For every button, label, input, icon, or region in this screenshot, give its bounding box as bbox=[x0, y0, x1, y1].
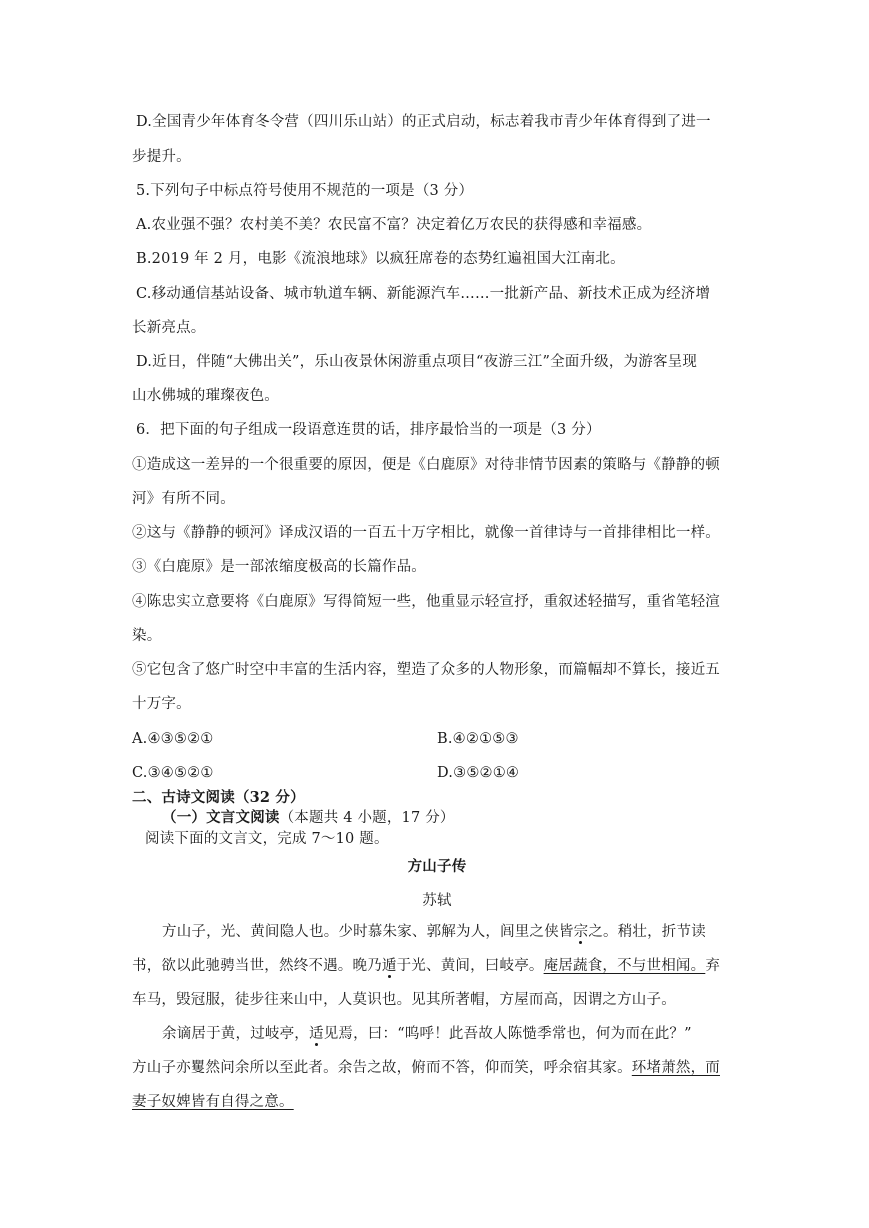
q5-option-b: B.2019 年 2 月，电影《流浪地球》以疯狂席卷的态势红遍祖国大江南北。 bbox=[136, 251, 625, 267]
paragraph-2-line3 bbox=[132, 1092, 742, 1112]
sentence-2: ②这与《静静的顿河》译成汉语的一百五十万字相比，就像一首律诗与一首排律相比一样。 bbox=[132, 525, 720, 541]
sentence-4-line2: 染。 bbox=[132, 628, 162, 644]
p1-l2-text-b: 于光、黄间，曰岐亭。 bbox=[396, 958, 544, 974]
emphasis-dot-char: 遁 bbox=[381, 958, 397, 974]
p2-l2-text: 方山子亦矍然问余所以至此者。余告之故，俯而不答，仰而笑，呼余宿其家。 bbox=[132, 1060, 632, 1076]
paragraph-1-line2 bbox=[132, 956, 742, 976]
paragraph-1-line3: 车马，毁冠服，徒步往来山中，人莫识也。见其所著帽，方屋而高，因谓之方山子。 bbox=[132, 992, 676, 1008]
sentence-1-line2: 河》有所不同。 bbox=[132, 491, 235, 507]
paragraph-1-line1 bbox=[162, 922, 772, 942]
q5-option-d-line1: D.近日，伴随“大佛出关”，乐山夜景休闲游重点项目“夜游三江”全面升级，为游客呈现 bbox=[136, 354, 698, 370]
emphasis-dot-char: 适 bbox=[309, 1026, 324, 1042]
q5-option-a: A.农业强不强？农村美不美？农民富不富？决定着亿万农民的获得感和幸福感。 bbox=[136, 217, 652, 233]
p2-l1-text-a: 余谪居于黄，过岐亭， bbox=[162, 1026, 309, 1042]
q5-option-c-line1: C.移动通信基站设备、城市轨道车辆、新能源汽车……一批新产品、新技术正成为经济增 bbox=[136, 286, 711, 302]
underlined-phrase: 庵居蔬食，不与世相闻。 bbox=[543, 958, 706, 974]
q5-option-c-line2: 长新亮点。 bbox=[132, 320, 206, 336]
q6-option-b: B.④②①⑤③ bbox=[437, 731, 519, 747]
sentence-4-line1: ④陈忠实立意要将《白鹿原》写得简短一些，他重显示轻宣抒，重叙述轻描写，重省笔轻渲 bbox=[132, 594, 720, 610]
q5-option-d-line2: 山水佛城的璀璨夜色。 bbox=[132, 388, 279, 404]
p1-l2-text-a: 书，欲以此驰骋当世，然终不遇。晚乃 bbox=[132, 958, 382, 974]
underlined-phrase: 妻子奴婢皆有自得之意。 bbox=[132, 1094, 294, 1110]
q4-option-d-line1: D.全国青少年体育冬令营（四川乐山站）的正式启动，标志着我市青少年体育得到了进一 bbox=[136, 114, 711, 130]
subsection-1-heading bbox=[162, 808, 772, 828]
p1-l2-text-c: 弃 bbox=[705, 958, 721, 974]
reading-instruction: 阅读下面的文言文，完成 7～10 题。 bbox=[145, 831, 389, 847]
sentence-5-line1: ⑤它包含了悠广时空中丰富的生活内容，塑造了众多的人物形象，而篇幅却不算长，接近五 bbox=[132, 662, 720, 678]
q4-option-d-line2: 步提升。 bbox=[132, 149, 191, 165]
question-6: 6．把下面的句子组成一段语意连贯的话，排序最恰当的一项是（3 分） bbox=[136, 422, 601, 438]
subsection-1-bold: （一）文言文阅读 bbox=[162, 809, 280, 826]
q6-option-d: D.③⑤②①④ bbox=[437, 765, 520, 781]
paragraph-2-line2 bbox=[132, 1058, 742, 1078]
sentence-1-line1: ①造成这一差异的一个很重要的原因，便是《白鹿原》对待非情节因素的策略与《静静的顿 bbox=[132, 457, 720, 473]
q6-option-c: C.③④⑤②① bbox=[132, 765, 214, 781]
subsection-1-detail: （本题共 4 小题，17 分） bbox=[279, 810, 455, 826]
sentence-3: ③《白鹿原》是一部浓缩度极高的长篇作品。 bbox=[132, 559, 426, 575]
q6-option-a: A.④③⑤②① bbox=[132, 731, 214, 747]
p2-l1-text-b: 见焉，曰：“呜呼！此吾故人陈慥季常也，何为而在此？” bbox=[323, 1026, 692, 1042]
passage-author: 苏轼 bbox=[422, 893, 452, 909]
p1-l1-text-b: 之。稍壮，折节读 bbox=[588, 924, 706, 940]
sentence-5-line2: 十万字。 bbox=[132, 696, 191, 712]
underlined-phrase: 环堵萧然，而 bbox=[631, 1060, 720, 1076]
section-2-heading: 二、古诗文阅读（32 分） bbox=[132, 789, 305, 806]
passage-title: 方山子传 bbox=[407, 858, 467, 875]
question-5: 5.下列句子中标点符号使用不规范的一项是（3 分） bbox=[136, 183, 474, 199]
emphasis-dot-char: 宗 bbox=[573, 924, 589, 940]
paragraph-2-line1 bbox=[162, 1024, 772, 1044]
p1-l1-text-a: 方山子，光、黄间隐人也。少时慕朱家、郭解为人，闾里之侠皆 bbox=[162, 924, 574, 940]
